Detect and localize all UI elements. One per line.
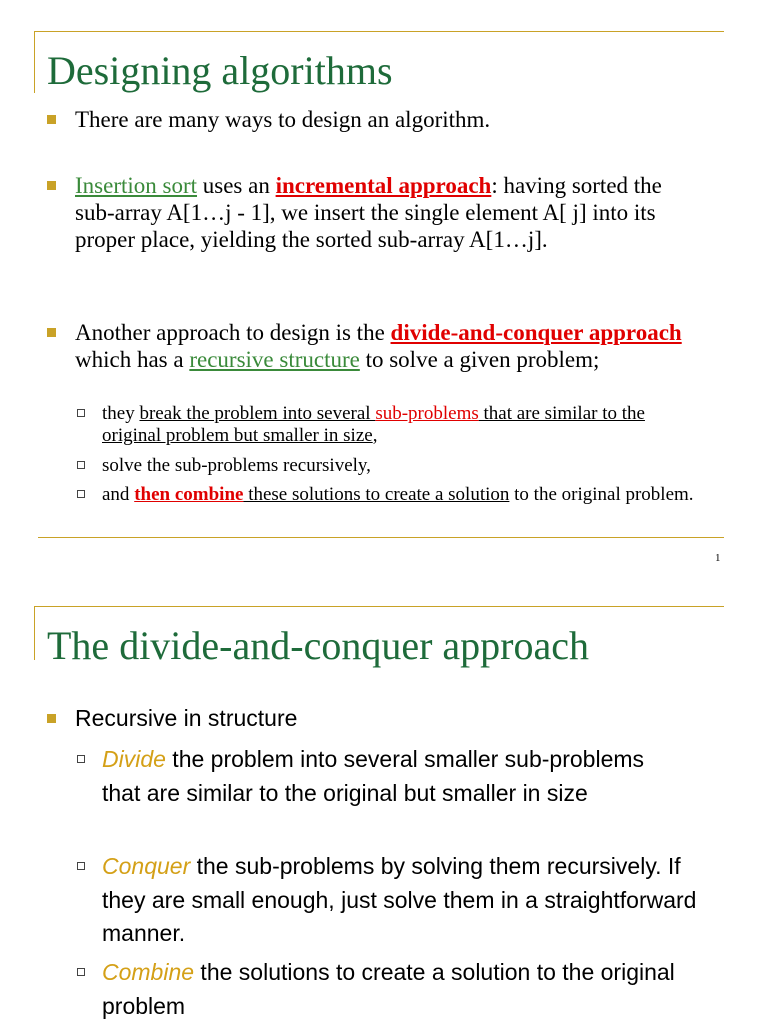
incremental-approach-term: incremental approach xyxy=(275,173,492,198)
slide-2-left-rule xyxy=(34,606,35,660)
insertion-sort-link[interactable]: Insertion sort xyxy=(75,173,198,198)
bullet-marker xyxy=(47,328,56,337)
bullet-marker xyxy=(47,115,56,124)
slide-2 xyxy=(0,580,768,1024)
sub-bullet-combine: Combine the solutions to create a solution to the original problem xyxy=(102,959,675,1019)
divide-keyword: Divide xyxy=(102,746,166,772)
conquer-keyword: Conquer xyxy=(102,853,191,879)
bullet-insertion-sort: Insertion sort uses an incremental approach: having sorted the sub-array A[1…j - 1], we insert the single element A[ j] into its proper place, yielding the sorted sub-array A[1…j]. xyxy=(75,173,662,252)
slide-1-bottom-rule xyxy=(38,537,724,538)
sub-bullet-combine: and then combine these solutions to create a solution to the original problem. xyxy=(102,484,694,505)
bullet-divide-and-conquer: Another approach to design is the divide-and-conquer approach which has a recursive structure to solve a given problem; xyxy=(75,320,682,372)
sub-bullet-conquer: Conquer the sub-problems by solving them recursively. If they are small enough, just solve them in a straightforward manner. xyxy=(102,853,697,946)
page-number: 1 xyxy=(715,552,721,564)
slide-2-title: The divide-and-conquer approach xyxy=(47,623,589,668)
bullet-design-ways: There are many ways to design an algorithm. xyxy=(75,107,491,132)
sub-bullet-break-problem: they break the problem into several sub-problems that are similar to the original problem but smaller in size, xyxy=(102,403,645,446)
sub-bullet-marker xyxy=(77,409,85,417)
bullet-marker xyxy=(47,181,56,190)
recursive-structure-link[interactable]: recursive structure xyxy=(189,347,360,372)
sub-bullet-marker xyxy=(77,755,85,763)
sub-bullet-marker xyxy=(77,968,85,976)
divide-and-conquer-term: divide-and-conquer approach xyxy=(390,320,682,345)
bullet-recursive-structure: Recursive in structure xyxy=(75,705,298,731)
sub-bullet-solve-recursively: solve the sub-problems recursively, xyxy=(102,455,371,476)
combine-keyword: Combine xyxy=(102,959,195,985)
slide-1-title: Designing algorithms xyxy=(47,48,393,93)
sub-bullet-marker xyxy=(77,461,85,469)
sub-bullet-marker xyxy=(77,490,85,498)
sub-bullet-divide: Divide the problem into several smaller sub-problems that are similar to the original but smaller in size xyxy=(102,746,645,806)
slide-1-top-rule xyxy=(34,31,724,32)
bullet-marker xyxy=(47,714,56,723)
slide-2-top-rule xyxy=(34,606,724,607)
slide-1-left-rule xyxy=(34,31,35,93)
sub-bullet-marker xyxy=(77,862,85,870)
